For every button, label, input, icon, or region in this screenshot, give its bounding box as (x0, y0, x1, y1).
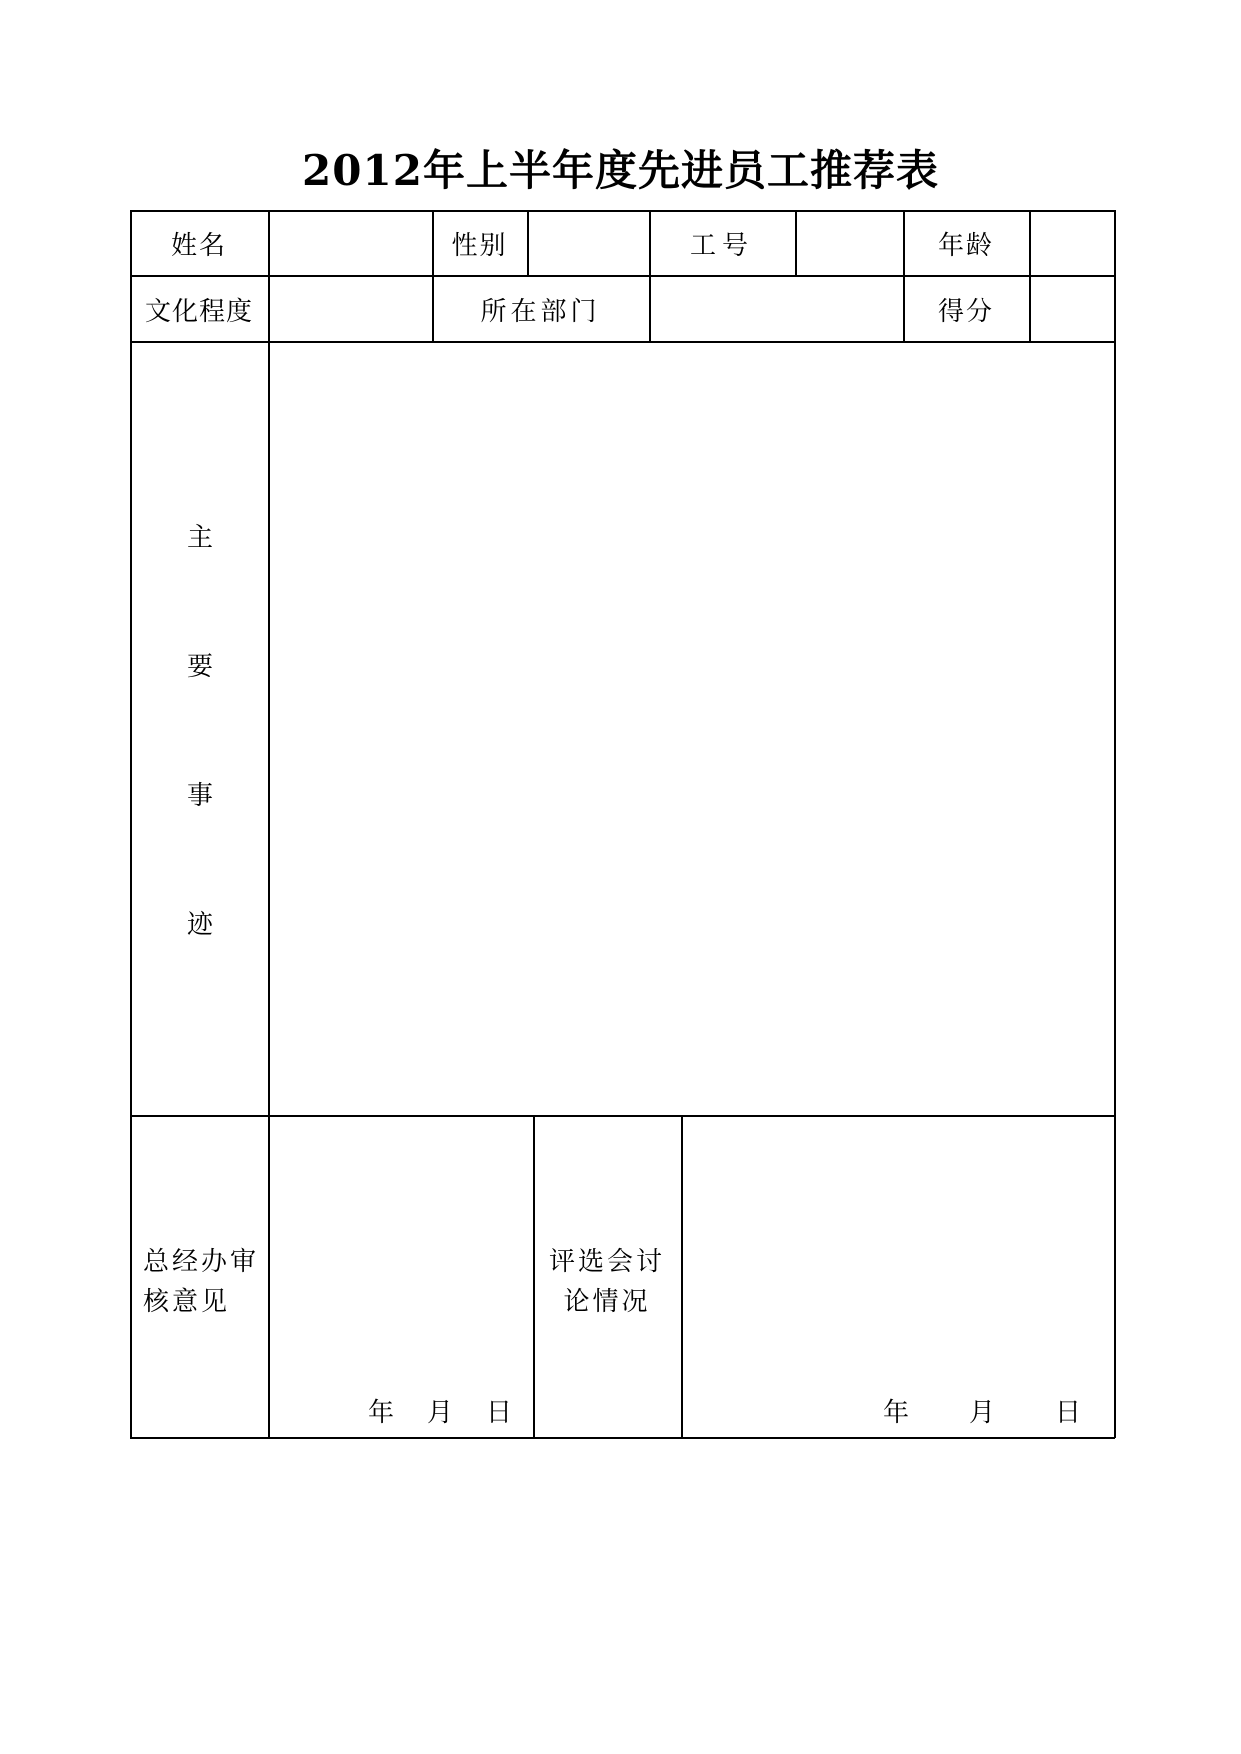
age-label: 年龄 (937, 230, 994, 261)
gm-office-review-label (143, 1242, 259, 1322)
score-field[interactable] (1031, 278, 1113, 340)
gm-date-year: 年 (368, 1398, 395, 1428)
achievements-char: 迹 (186, 910, 213, 940)
gender-field[interactable] (529, 212, 648, 274)
age-field[interactable] (1031, 212, 1113, 274)
gm-office-review-field[interactable] (270, 1117, 532, 1436)
name-label: 姓名 (170, 230, 227, 261)
employee-id-label: 工号 (689, 230, 754, 261)
gm-office-review-line: 核意见 (143, 1287, 231, 1317)
score-label: 得分 (937, 296, 994, 327)
gm-date-month: 月 (427, 1398, 454, 1428)
panel-discussion-line: 评选会讨 (548, 1247, 665, 1277)
department-label: 所在部门 (480, 296, 601, 327)
achievements-char: 要 (186, 652, 213, 682)
table-border-bottom (130, 1437, 1115, 1439)
employee-id-field[interactable] (797, 212, 902, 274)
achievements-label (130, 342, 270, 1134)
department-field[interactable] (651, 278, 902, 340)
panel-date-month: 月 (969, 1398, 996, 1428)
gm-office-review-line: 总经办审 (143, 1247, 260, 1277)
page-title: 2012年上半年度先进员工推荐表 (302, 146, 939, 195)
achievements-char: 事 (186, 781, 213, 811)
name-field[interactable] (270, 212, 431, 274)
panel-date-day: 日 (1055, 1398, 1082, 1428)
achievements-char: 主 (186, 523, 213, 553)
panel-discussion-field[interactable] (683, 1117, 1113, 1436)
gender-label: 性别 (451, 230, 508, 261)
panel-discussion-line: 论情况 (563, 1287, 651, 1317)
table-border-right (1114, 210, 1116, 1438)
gm-date-day: 日 (486, 1398, 513, 1428)
panel-discussion-label (533, 1242, 681, 1322)
education-field[interactable] (270, 278, 431, 340)
achievements-field[interactable] (270, 343, 1113, 1114)
panel-date-year: 年 (883, 1398, 910, 1428)
education-label: 文化程度 (144, 296, 253, 327)
